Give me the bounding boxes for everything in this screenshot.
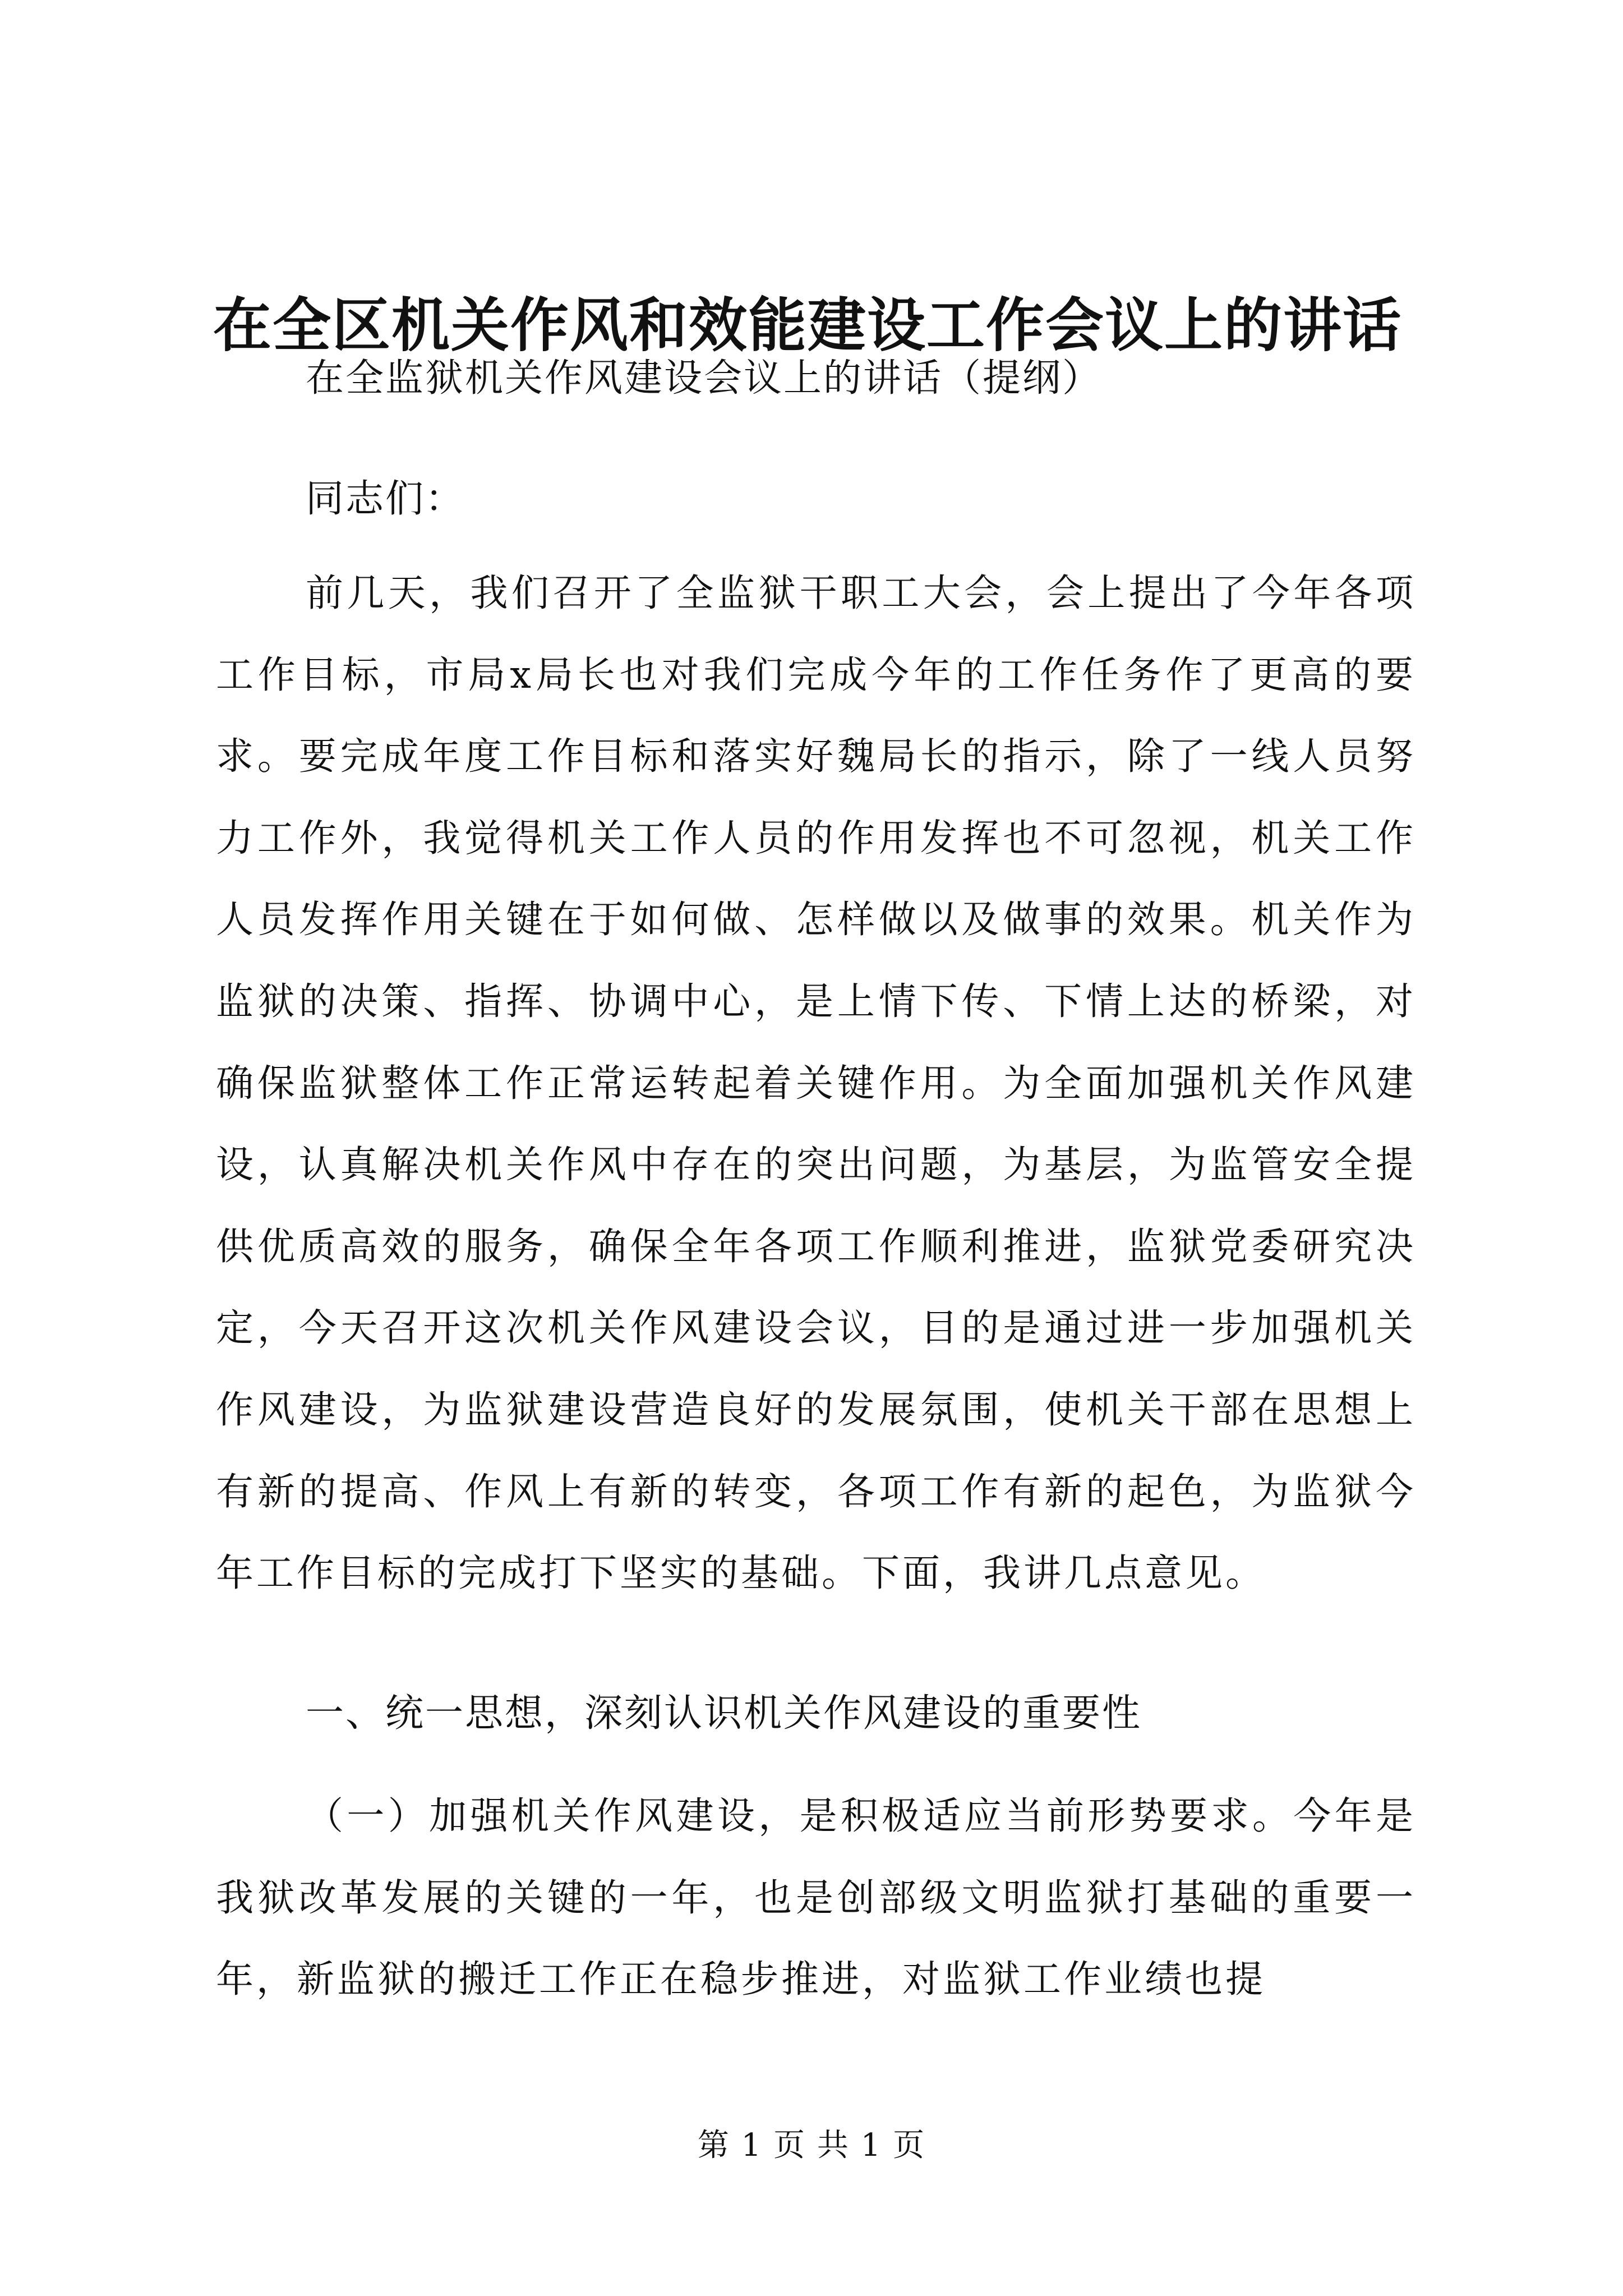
page-footer: 第 1 页 共 1 页 bbox=[697, 2127, 926, 2164]
salutation: 同志们： bbox=[306, 477, 465, 521]
paragraph-section-1: （一）加强机关作风建设，是积极适应当前形势要求。今年是我狱改革发展的关键的一年，也是创部级文明监狱打基础的重要一年，新监狱的搬迁工作正在稳步推进，对监狱工作业绩也提 bbox=[216, 1794, 1416, 2001]
paragraph-intro: 前几天，我们召开了全监狱干职工大会，会上提出了今年各项工作目标，市局x局长也对我们完成今年的工作任务作了更高的要求。要完成年度工作目标和落实好魏局长的指示，除了一线人员努力工作外，我觉得机关工作人员的作用发挥也不可忽视，机关工作人员发挥作用关键在于如何做、怎样做以及做事的效果。机关作为监狱的决策、指挥、协调中心，是上情下传、下情上达的桥梁，对确保监狱整体工作正常运转起着关键作用。为全面加强机关作风建设，认真解决机关作风中存在的突出问题，为基层，为监管安全提供优质高效的服务，确保全年各项工作顺利推进，监狱党委研究决定，今天召开这次机关作风建设会议，目的是通过进一步加强机关作风建设，为监狱建设营造良好的发展氛围，使机关干部在思想上有新的提高、作风上有新的转变，各项工作有新的起色，为监狱今年工作目标的完成打下坚实的基础。下面，我讲几点意见。 bbox=[216, 571, 1416, 1595]
document-title: 在全区机关作风和效能建设工作会议上的讲话 bbox=[213, 291, 1403, 360]
document-subtitle: 在全监狱机关作风建设会议上的讲话（提纲） bbox=[306, 356, 1103, 401]
section-heading: 一、统一思想，深刻认识机关作风建设的重要性 bbox=[306, 1691, 1142, 1736]
